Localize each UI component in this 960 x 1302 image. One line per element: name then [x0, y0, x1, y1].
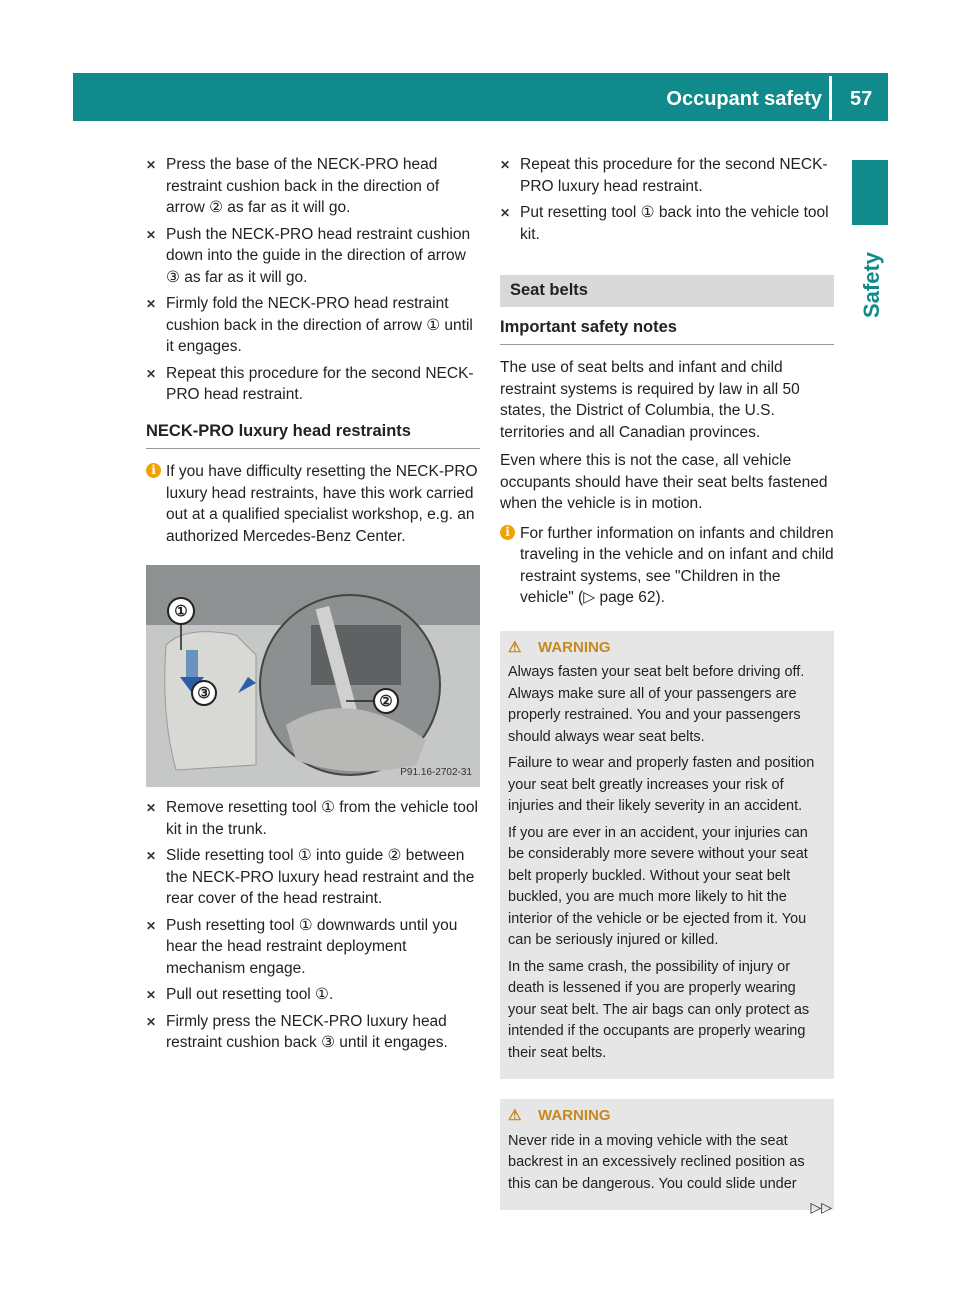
info-note — [500, 523, 834, 609]
step-text: Repeat this procedure for the second NECK-PRO luxury head restraint. — [520, 156, 828, 195]
step-text: Pull out resetting tool ①. — [166, 986, 334, 1003]
right-column — [500, 154, 834, 1210]
step-bullet-icon: ✕ — [146, 801, 157, 815]
section-title: Seat belts — [500, 275, 834, 307]
subsection-heading: Important safety notes — [500, 317, 834, 346]
paragraph: Even where this is not the case, all vehicle occupants should have their seat belts fastened when the vehicle is in motion. — [500, 452, 828, 512]
info-icon: i — [500, 525, 515, 540]
step — [146, 984, 480, 1006]
step-bullet-icon: ✕ — [146, 918, 157, 933]
step — [146, 797, 480, 840]
head-restraint-figure — [146, 565, 480, 787]
step — [146, 363, 480, 406]
step-bullet-icon: ✕ — [146, 988, 157, 1002]
info-text: For further information on infants and children traveling in the vehicle and on infant and child restraint systems, see "Children in the vehicle" (▷ page 62). — [520, 524, 834, 606]
step-bullet-icon: ✕ — [146, 849, 157, 863]
step-bullet-icon: ✕ — [146, 1014, 157, 1029]
left-column — [146, 154, 480, 1059]
step-bullet-icon: ✕ — [146, 227, 157, 242]
callout-1: ① — [174, 603, 188, 620]
step — [500, 202, 834, 245]
warning-box — [500, 1099, 834, 1210]
step-bullet-icon: ✕ — [146, 297, 157, 311]
callout-3: ③ — [197, 685, 211, 702]
figure-id: P91.16-2702-31 — [400, 766, 472, 778]
step-text: Slide resetting tool ① into guide ② between the NECK-PRO luxury head restraint and the rear cover of the head restraint. — [166, 847, 475, 907]
continued-marker: ▷▷ — [810, 1199, 832, 1215]
page-number: 57 — [850, 88, 873, 110]
step-bullet-icon: ✕ — [146, 366, 157, 381]
step — [146, 845, 480, 910]
section-heading: NECK-PRO luxury head restraints — [146, 421, 480, 450]
step-text: Repeat this procedure for the second NECK-PRO head restraint. — [166, 364, 474, 403]
warning-title-text: WARNING — [538, 638, 611, 656]
warning-title — [508, 1105, 826, 1127]
info-icon: i — [146, 463, 161, 478]
warning-text: Always fasten your seat belt before driving off. Always make sure all of your passengers are properly restrained. You and your passengers should always wear seat belts. — [508, 664, 805, 745]
step — [146, 154, 480, 219]
step-text: Firmly fold the NECK-PRO head restraint cushion back in the direction of arrow ① until it engages. — [166, 295, 473, 355]
step-text: Remove resetting tool ① from the vehicle tool kit in the trunk. — [166, 799, 478, 838]
step-bullet-icon: ✕ — [146, 158, 157, 172]
callout-2: ② — [379, 693, 393, 710]
warning-icon: ⚠ — [508, 1107, 522, 1124]
step — [146, 915, 480, 980]
step — [146, 293, 480, 358]
side-marker — [852, 160, 888, 225]
chapter-title: Occupant safety — [666, 88, 822, 110]
paragraph: The use of seat belts and infant and child restraint systems is required by law in all 50 states, the District of Columbia, the U.S. territories and all Canadian provinces. — [500, 359, 800, 441]
step-bullet-icon: ✕ — [500, 158, 511, 172]
step-text: Put resetting tool ① back into the vehicle tool kit. — [520, 204, 829, 243]
warning-text: Never ride in a moving vehicle with the seat backrest in an excessively reclined position as this can be dangerous. You could slide under — [508, 1132, 805, 1192]
step-text: Push the NECK-PRO head restraint cushion down into the guide in the direction of arrow ③ as far as it will go. — [166, 225, 471, 286]
warning-box — [500, 631, 834, 1080]
warning-text: Failure to wear and properly fasten and position your seat belt greatly increases your risk of injuries and their likely severity in an accident. — [508, 755, 815, 814]
warning-text: If you are ever in an accident, your injuries can be considerably more severe without your seat belt properly buckled. Without your seat belt buckled, you are much more likely to hit the interior of the vehicle or be ejected from it. You can be seriously injured or killed. — [508, 824, 808, 948]
side-tab-label: Safety — [859, 251, 884, 319]
step-text: Firmly press the NECK-PRO luxury head restraint cushion back ③ until it engages. — [166, 1012, 448, 1051]
step-text: Press the base of the NECK-PRO head restraint cushion back in the direction of arrow ② as far as it will go. — [166, 156, 440, 216]
step-text: Push resetting tool ① downwards until you hear the head restraint deployment mechanism engage. — [166, 916, 458, 977]
info-text: If you have difficulty resetting the NECK-PRO luxury head restraints, have this work carried out at a qualified specialist workshop, e.g. an authorized Mercedes-Benz Center. — [166, 463, 478, 545]
step — [146, 1011, 480, 1054]
header-divider — [829, 76, 832, 120]
warning-title — [508, 637, 826, 659]
side-tab — [852, 232, 888, 342]
warning-title-text: WARNING — [538, 1107, 611, 1124]
step — [500, 154, 834, 197]
head-restraint-illustration — [146, 565, 480, 787]
info-note — [146, 461, 480, 547]
step — [146, 224, 480, 289]
warning-text: In the same crash, the possibility of injury or death is lessened if you are properly wearing your seat belt. The air bags can only protect as intended if the occupants are properly wearing their seat belts. — [508, 958, 810, 1061]
step-bullet-icon: ✕ — [500, 206, 511, 220]
warning-icon: ⚠ — [508, 638, 522, 656]
